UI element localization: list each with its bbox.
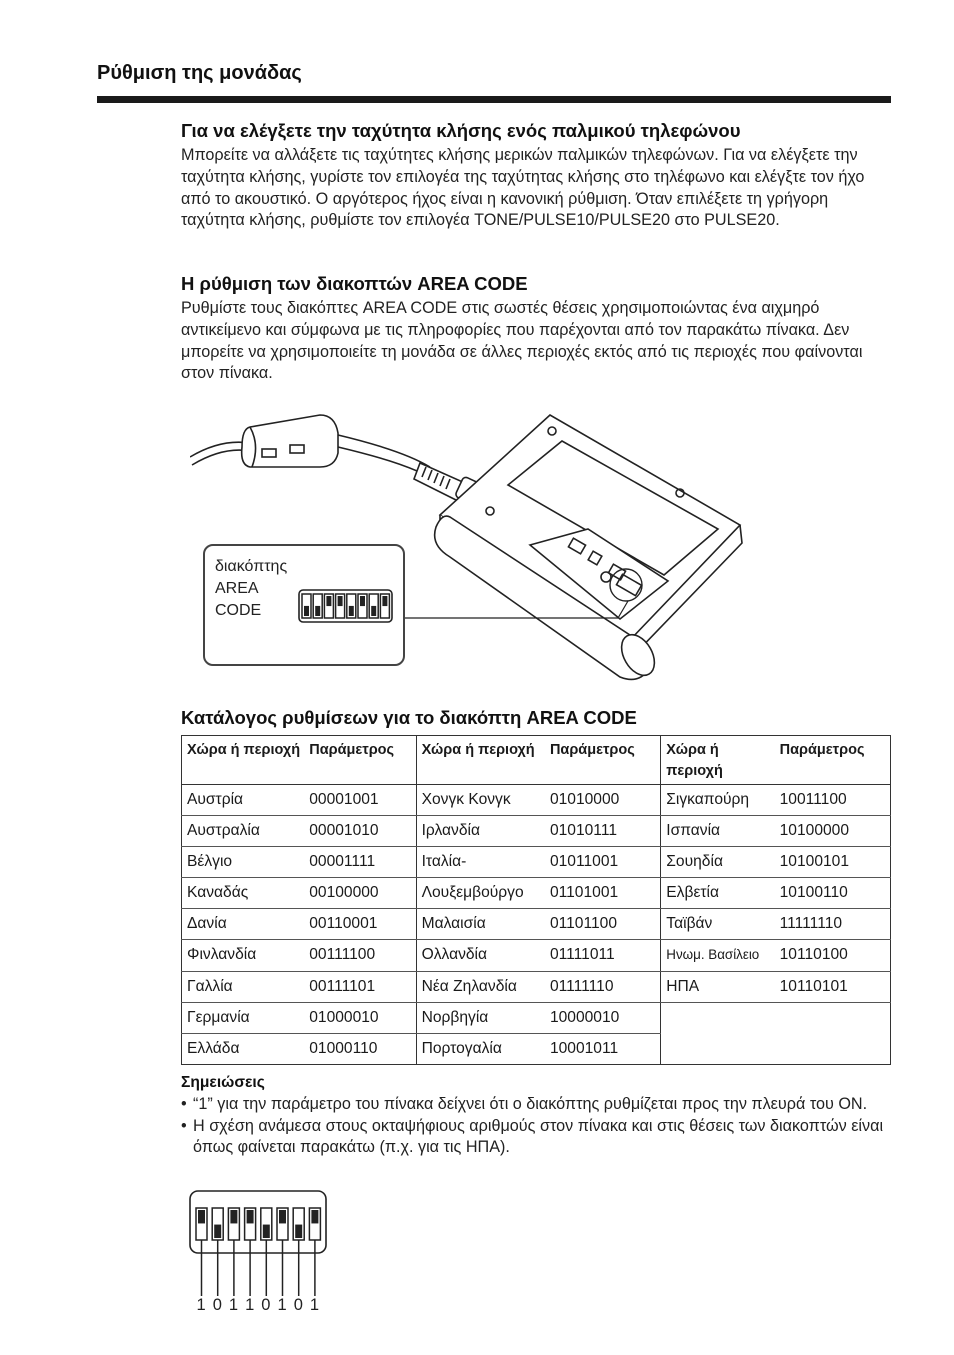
section-pulse-heading: Για να ελέγξετε την ταχύτητα κλήσης ενός παλμικού τηλεφώνου	[181, 120, 741, 141]
table-row	[182, 847, 891, 878]
notes-list	[181, 1094, 891, 1159]
param-cell: 10110101	[775, 971, 891, 1002]
dip-knob	[198, 1210, 205, 1223]
region-cell: Ιταλία-	[416, 847, 545, 878]
region-cell: Νέα Ζηλανδία	[416, 971, 545, 1002]
dip-knob	[214, 1225, 221, 1238]
dip-knob	[338, 596, 343, 606]
param-cell: 00111101	[304, 971, 416, 1002]
param-cell: 00111100	[304, 940, 416, 971]
table-row	[182, 909, 891, 940]
section-area-body: Ρυθμίστε τους διακόπτες AREA CODE στις σωστές θέσεις χρησιμοποιώντας ένα αιχμηρό αντικείμενο και σύμφωνα με τις πληροφορίες που παρέχονται από τον παρακάτω πίνακα. Δεν μπορείτε να χρησιμοποιείτε τη μονάδα σε άλλες περιοχές εκτός από τις περιοχές που φαίνονται στον πίνακα.	[181, 299, 863, 383]
col-header-region: Χώρα ή περιοχή	[416, 736, 545, 785]
bit-label: 1	[245, 1296, 255, 1314]
param-cell: 00001010	[304, 816, 416, 847]
section-settings-list	[181, 707, 891, 732]
bit-label: 1	[196, 1296, 206, 1314]
empty-cell	[775, 1002, 891, 1033]
section-pulse-speed	[181, 120, 891, 232]
notes-heading: Σημειώσεις	[181, 1074, 265, 1091]
param-cell: 01010000	[545, 785, 661, 816]
param-cell: 01101100	[545, 909, 661, 940]
table-row	[182, 878, 891, 909]
table-row	[182, 816, 891, 847]
bit-label: 0	[261, 1296, 271, 1314]
col-header-region: Χώρα ή περιοχή	[661, 736, 775, 785]
region-cell: Δανία	[182, 909, 305, 940]
dip-knob	[247, 1210, 254, 1223]
region-cell: Ολλανδία	[416, 940, 545, 971]
empty-cell	[661, 1002, 775, 1033]
dip-knob	[371, 606, 376, 616]
region-cell: Γερμανία	[182, 1002, 305, 1033]
area-code-table	[181, 735, 891, 1065]
callout-label	[215, 556, 287, 622]
region-cell: Αυστραλία	[182, 816, 305, 847]
dip-knob	[311, 1210, 318, 1223]
notes-section	[181, 1074, 891, 1159]
col-header-param: Παράμετρος	[545, 736, 661, 785]
section-area-code	[181, 273, 891, 385]
dip-knob	[360, 596, 365, 606]
dip-knob	[295, 1225, 302, 1238]
table-row	[182, 785, 891, 816]
region-cell: Φινλανδία	[182, 940, 305, 971]
param-cell: 01000110	[304, 1033, 416, 1064]
region-cell: Σουηδία	[661, 847, 775, 878]
region-cell: Γαλλία	[182, 971, 305, 1002]
param-cell: 10000010	[545, 1002, 661, 1033]
param-cell: 01010111	[545, 816, 661, 847]
param-cell: 00100000	[304, 878, 416, 909]
param-cell: 10001011	[545, 1033, 661, 1064]
dip-knob	[230, 1210, 237, 1223]
region-cell: Καναδάς	[182, 878, 305, 909]
col-header-region: Χώρα ή περιοχή	[182, 736, 305, 785]
dip-frame	[190, 1191, 326, 1253]
header-rule	[97, 96, 891, 103]
section-area-heading: Η ρύθμιση των διακοπτών AREA CODE	[181, 273, 528, 294]
note-item: • “1” για την παράμετρο του πίνακα δείχνει ότι ο διακόπτης ρυθμίζεται προς την πλευρά του ON.	[181, 1094, 891, 1116]
section-list-heading: Κατάλογος ρυθμίσεων για το διακόπτη AREA CODE	[181, 707, 637, 728]
param-cell: 00001001	[304, 785, 416, 816]
region-cell: Σιγκαπούρη	[661, 785, 775, 816]
empty-cell	[775, 1033, 891, 1064]
bit-label: 1	[309, 1296, 320, 1314]
dip-knob	[315, 606, 320, 616]
bit-label: 0	[212, 1296, 222, 1314]
bit-label: 1	[277, 1296, 287, 1314]
param-cell: 10110100	[775, 940, 891, 971]
page-title: Ρύθμιση της μονάδας	[97, 62, 302, 84]
param-cell: 10100000	[775, 816, 891, 847]
param-cell: 01101001	[545, 878, 661, 909]
bit-label: 1	[228, 1296, 239, 1314]
col-header-param: Παράμετρος	[304, 736, 416, 785]
dip-knob	[326, 596, 331, 606]
callout-line: AREA	[215, 580, 259, 597]
dip-knob	[263, 1225, 270, 1238]
region-cell: Αυστρία	[182, 785, 305, 816]
section-pulse-body: Μπορείτε να αλλάξετε τις ταχύτητες κλήσης μερικών παλμικών τηλεφώνων. Για να ελέγξετε την ταχύτητα κλήσης, γυρίστε τον επιλογέα της ταχύτητας κλήσης στο τηλέφωνο και ελέγξτε τον ήχο από το ακουστικό. Ο αργότερος ήχος είναι η κανονική ρύθμιση. Όταν επιλέξετε τη γρήγορη ταχύτητα κλήσης, ρυθμίστε τον επιλογέα TONE/PULSE10/PULSE20 στο PULSE20.	[181, 146, 865, 230]
param-cell: 10100110	[775, 878, 891, 909]
region-cell: ΗΠΑ	[661, 971, 775, 1002]
param-cell: 10011100	[775, 785, 891, 816]
col-header-param: Παράμετρος	[775, 736, 891, 785]
region-cell: Μαλαισία	[416, 909, 545, 940]
region-cell: Λουξεμβούργο	[416, 878, 545, 909]
region-cell: Ταϊβάν	[661, 909, 775, 940]
param-cell: 10100101	[775, 847, 891, 878]
note-item: • Η σχέση ανάμεσα στους οκταψήφιους αριθμούς στον πίνακα και στις θέσεις των διακοπτών είναι όπως φαίνεται παρακάτω (π.χ. για τις ΗΠΑ).	[181, 1116, 891, 1159]
table-header-row	[182, 736, 891, 785]
param-cell: 01111110	[545, 971, 661, 1002]
param-cell: 01111011	[545, 940, 661, 971]
param-cell: 01000010	[304, 1002, 416, 1033]
callout-dip-switch	[298, 586, 394, 626]
table-row	[182, 1033, 891, 1064]
param-cell: 11111110	[775, 909, 891, 940]
region-cell: Ελλάδα	[182, 1033, 305, 1064]
callout-line: CODE	[215, 602, 262, 619]
table-body	[182, 785, 891, 1065]
table-row	[182, 1002, 891, 1033]
bit-label: 0	[293, 1296, 303, 1314]
region-cell: Βέλγιο	[182, 847, 305, 878]
param-cell: 00110001	[304, 909, 416, 940]
table-row	[182, 940, 891, 971]
region-cell: Νορβηγία	[416, 1002, 545, 1033]
region-cell: Ελβετία	[661, 878, 775, 909]
area-code-callout	[203, 544, 405, 666]
dip-knob	[304, 606, 309, 616]
param-cell: 00001111	[304, 847, 416, 878]
region-cell: Ιρλανδία	[416, 816, 545, 847]
region-cell: Ηνωμ. Βασίλειο	[661, 940, 775, 971]
dip-knob	[382, 596, 387, 606]
region-cell: Ισπανία	[661, 816, 775, 847]
region-cell: Πορτογαλία	[416, 1033, 545, 1064]
dip-knob	[349, 606, 354, 616]
dip-knob	[279, 1210, 286, 1223]
table-row	[182, 971, 891, 1002]
callout-line: διακόπτης	[215, 558, 288, 575]
empty-cell	[661, 1033, 775, 1064]
param-cell: 01011001	[545, 847, 661, 878]
region-cell: Χονγκ Κονγκ	[416, 785, 545, 816]
